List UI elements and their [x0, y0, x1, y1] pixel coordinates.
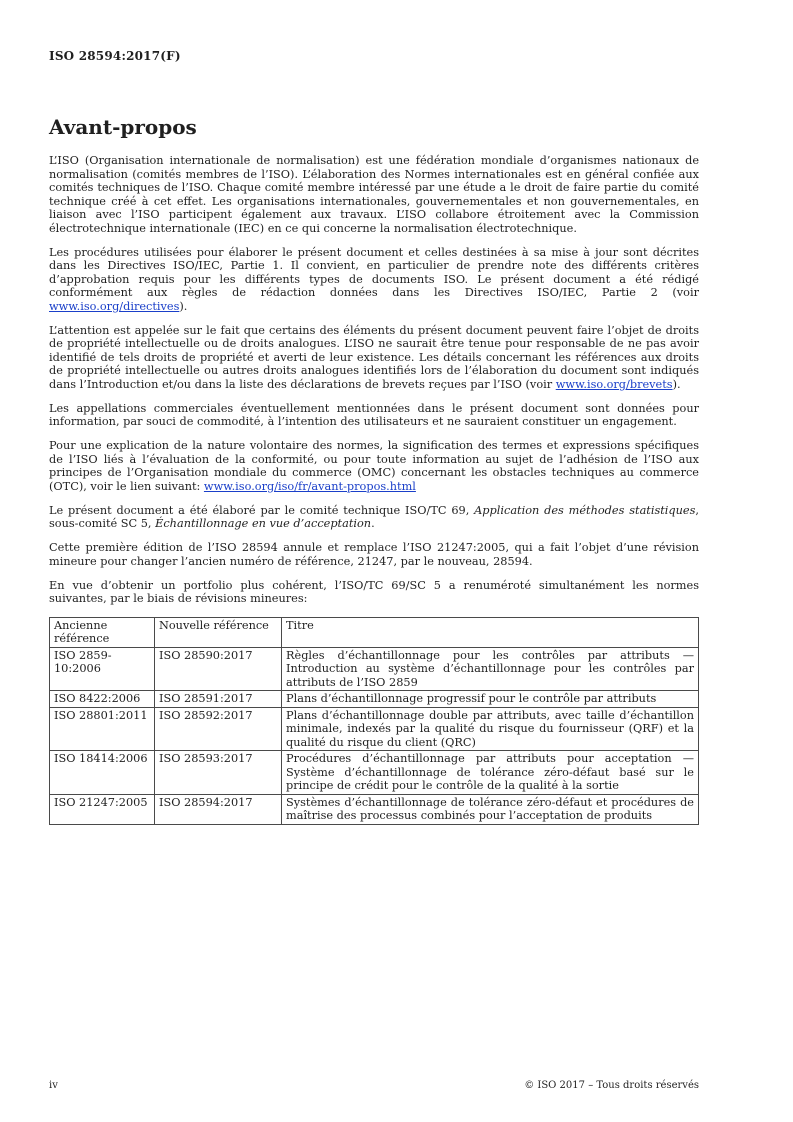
table-row	[50, 647, 699, 691]
paragraph-renumbering: En vue d’obtenir un portfolio plus cohérent, l’ISO/TC 69/SC 5 a renuméroté simultanément les normes suivantes, par le biais de révisions mineures:	[49, 578, 699, 605]
paragraph-trade-names: Les appellations commerciales éventuellement mentionnées dans le présent document sont données pour information, par souci de commodité, à l’intention des utilisateurs et ne sauraient constituer un engagement.	[49, 401, 699, 428]
title-cell: Plans d’échantillonnage double par attributs, avec taille d’échantillon minimale, indexés par la qualité du risque du fournisseur (QRF) et la qualité du risque du client (QRC)	[282, 707, 699, 751]
title-cell: Systèmes d’échantillonnage de tolérance zéro-défaut et procédures de maîtrise des processus combinés pour l’acceptation de produits	[282, 794, 699, 824]
column-header-new-reference: Nouvelle référence	[155, 617, 282, 647]
title-cell: Plans d’échantillonnage progressif pour le contrôle par attributs	[282, 691, 699, 708]
paragraph-edition: Cette première édition de l’ISO 28594 annule et remplace l’ISO 21247:2005, qui a fait l’objet d’une révision mineure pour changer l’ancien numéro de référence, 21247, par le nouveau, 28594.	[49, 541, 699, 568]
table-row	[50, 691, 699, 708]
new-reference-cell: ISO 28590:2017	[155, 647, 282, 691]
new-reference-cell: ISO 28591:2017	[155, 691, 282, 708]
link-avant-propos[interactable]: www.iso.org/iso/fr/avant-propos.html	[203, 479, 416, 493]
old-reference-cell: ISO 28801:2011	[50, 707, 155, 751]
table-row	[50, 707, 699, 751]
section-heading: Avant-propos	[49, 115, 197, 139]
copyright-notice: © ISO 2017 – Tous droits réservés	[524, 1080, 699, 1091]
table-header-row	[50, 617, 699, 647]
renumbering-table	[49, 617, 699, 825]
table-row	[50, 794, 699, 824]
link-directives[interactable]: www.iso.org/directives	[49, 299, 180, 313]
document-identifier: ISO 28594:2017(F)	[49, 49, 181, 63]
paragraph-voluntary-nature: Pour une explication de la nature volontaire des normes, la signification des termes et expressions spécifiques de l’ISO liés à l’évaluation de la conformité, ou pour toute information au sujet de l’adhésion de l’ISO aux principes de l’Organisation mondiale du commerce (OMC) concernant les obstacles techniques au commerce (OTC), voir le lien suivant: www.iso.org/iso/fr/avant-propos.html	[49, 439, 699, 493]
link-brevets[interactable]: www.iso.org/brevets	[555, 377, 673, 391]
old-reference-cell: ISO 18414:2006	[50, 751, 155, 795]
table-row	[50, 751, 699, 795]
new-reference-cell: ISO 28593:2017	[155, 751, 282, 795]
paragraph-iso-intro: L’ISO (Organisation internationale de normalisation) est une fédération mondiale d’organismes nationaux de normalisation (comités membres de l’ISO). L’élaboration des Normes internationales est en général confiée aux comités techniques de l’ISO. Chaque comité membre intéressé par une étude a le droit de faire partie du comité technique créé à cet effet. Les organisations internationales, gouvernementales et non gouvernementales, en liaison avec l’ISO participent également aux travaux. L’ISO collabore étroitement avec la Commission électrotechnique internationale (IEC) en ce qui concerne la normalisation électrotechnique.	[49, 154, 699, 235]
paragraph-procedures: Les procédures utilisées pour élaborer le présent document et celles destinées à sa mise à jour sont décrites dans les Directives ISO/IEC, Partie 1. Il convient, en particulier de prendre note des différents critères d’approbation requis pour les différents types de documents ISO. Le présent document a été rédigé conformément aux règles de rédaction données dans les Directives ISO/IEC, Partie 2 (voir www.iso.org/directives).	[49, 245, 699, 313]
title-cell: Règles d’échantillonnage pour les contrôles par attributs — Introduction au système d’échantillonnage pour les contrôles par attributs de l’ISO 2859	[282, 647, 699, 691]
document-body	[49, 154, 699, 825]
new-reference-cell: ISO 28594:2017	[155, 794, 282, 824]
column-header-title: Titre	[282, 617, 699, 647]
page-number: iv	[49, 1080, 58, 1091]
old-reference-cell: ISO 2859-10:2006	[50, 647, 155, 691]
paragraph-committee: Le présent document a été élaboré par le comité technique ISO/TC 69, Application des méthodes statistiques, sous-comité SC 5, Échantillonnage en vue d’acceptation.	[49, 503, 699, 530]
new-reference-cell: ISO 28592:2017	[155, 707, 282, 751]
title-cell: Procédures d’échantillonnage par attributs pour acceptation — Système d’échantillonnage de tolérance zéro-défaut basé sur le principe de crédit pour le contrôle de la qualité à la sortie	[282, 751, 699, 795]
page-footer	[49, 1080, 699, 1091]
paragraph-patents: L’attention est appelée sur le fait que certains des éléments du présent document peuvent faire l’objet de droits de propriété intellectuelle ou de droits analogues. L’ISO ne saurait être tenue pour responsable de ne pas avoir identifié de tels droits de propriété et averti de leur existence. Les détails concernant les références aux droits de propriété intellectuelle ou autres droits analogues identifiés lors de l’élaboration du document sont indiqués dans l’Introduction et/ou dans la liste des déclarations de brevets reçues par l’ISO (voir www.iso.org/brevets).	[49, 323, 699, 391]
column-header-old-reference: Ancienne référence	[50, 617, 155, 647]
old-reference-cell: ISO 8422:2006	[50, 691, 155, 708]
old-reference-cell: ISO 21247:2005	[50, 794, 155, 824]
